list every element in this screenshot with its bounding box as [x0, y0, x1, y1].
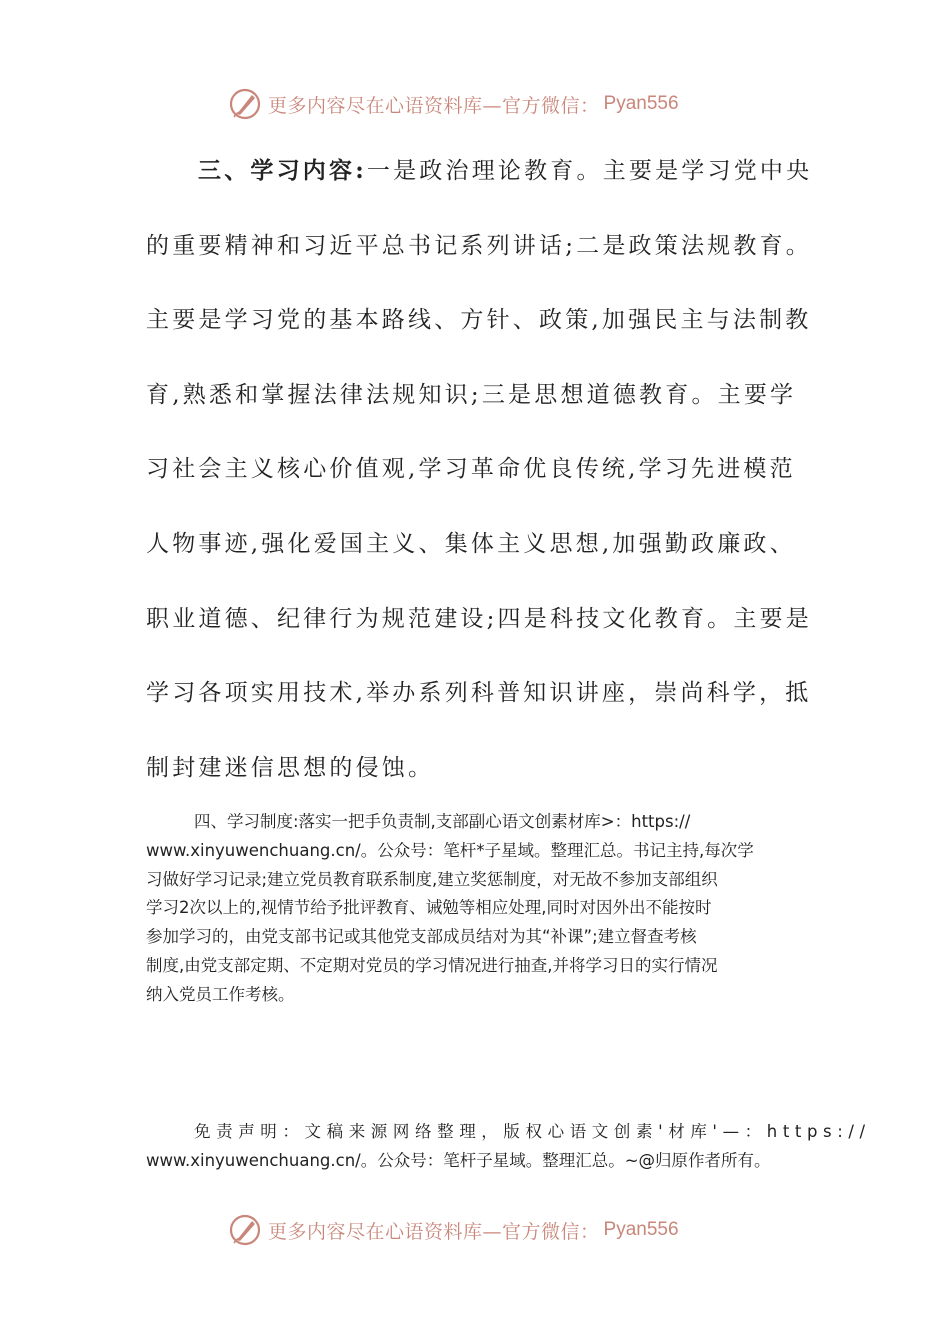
- banner-wechat-id: Pyan556: [603, 1219, 679, 1240]
- disclaimer-line: www.xinyuwenchuang.cn/。公众号：笔杆子星域。整理汇总。~@归原作者所有。: [146, 1150, 771, 1170]
- header-banner: [228, 84, 748, 124]
- paragraph-line: 参加学习的，由党支部书记或其他党支部成员结对为其“补课”;建立督查考核: [146, 927, 697, 947]
- paragraph-line: 纳入党员工作考核。: [146, 984, 295, 1004]
- section-three-paragraph: [146, 134, 813, 805]
- banner-wechat-id: Pyan556: [603, 93, 679, 114]
- paragraph-first-line: [146, 134, 813, 209]
- disclaimer-paragraph: [146, 1118, 871, 1176]
- paragraph-line: 学习各项实用技术,举办系列科普知识讲座，崇尚科学，抵: [146, 680, 812, 707]
- quill-pen-logo-icon: [228, 87, 262, 121]
- banner-text: 更多内容尽在心语资料库—官方微信：: [268, 1220, 600, 1243]
- paragraph-line: 制封建迷信思想的侵蚀。: [146, 754, 435, 781]
- paragraph-line: www.xinyuwenchuang.cn/。公众号：笔杆*子星域。整理汇总。书记主持,每次学: [146, 840, 754, 860]
- paragraph-line: 职业道德、纪律行为规范建设;四是科技文化教育。主要是: [146, 605, 812, 632]
- paragraph-line: 的重要精神和习近平总书记系列讲话;二是政策法规教育。: [146, 232, 812, 259]
- disclaimer-line: 免责声明：文稿来源网络整理，版权心语文创素'材库'—：https://: [194, 1122, 871, 1141]
- paragraph-line: 育,熟悉和掌握法律法规知识;三是思想道德教育。主要学: [146, 381, 797, 408]
- paragraph-line: 人物事迹,强化爱国主义、集体主义思想,加强勤政廉政、: [146, 530, 796, 557]
- quill-pen-logo-icon: [228, 1213, 262, 1247]
- paragraph-line: 制度,由党支部定期、不定期对党员的学习情况进行抽查,并将学习日的实行情况: [146, 955, 718, 975]
- footer-banner: [228, 1210, 748, 1250]
- section-heading: 三、学习内容:: [198, 157, 367, 184]
- paragraph-line: 习做好学习记录;建立党员教育联系制度,建立奖惩制度，对无故不参加支部组织: [146, 869, 718, 889]
- section-four-paragraph: [146, 808, 811, 1010]
- paragraph-line: 学习2次以上的,视情节给予批评教育、诫勉等相应处理,同时对因外出不能按时: [146, 898, 712, 918]
- banner-text: 更多内容尽在心语资料库—官方微信：: [268, 94, 600, 117]
- paragraph-line: 四、学习制度:落实一把手负责制,支部副心语文创素材库>：https://: [194, 812, 691, 831]
- first-line-text: 一是政治理论教育。主要是学习党中央: [366, 158, 813, 184]
- paragraph-line: 习社会主义核心价值观,学习革命优良传统,学习先进模范: [146, 456, 796, 483]
- paragraph-line: 主要是学习党的基本路线、方针、政策,加强民主与法制教: [146, 307, 812, 334]
